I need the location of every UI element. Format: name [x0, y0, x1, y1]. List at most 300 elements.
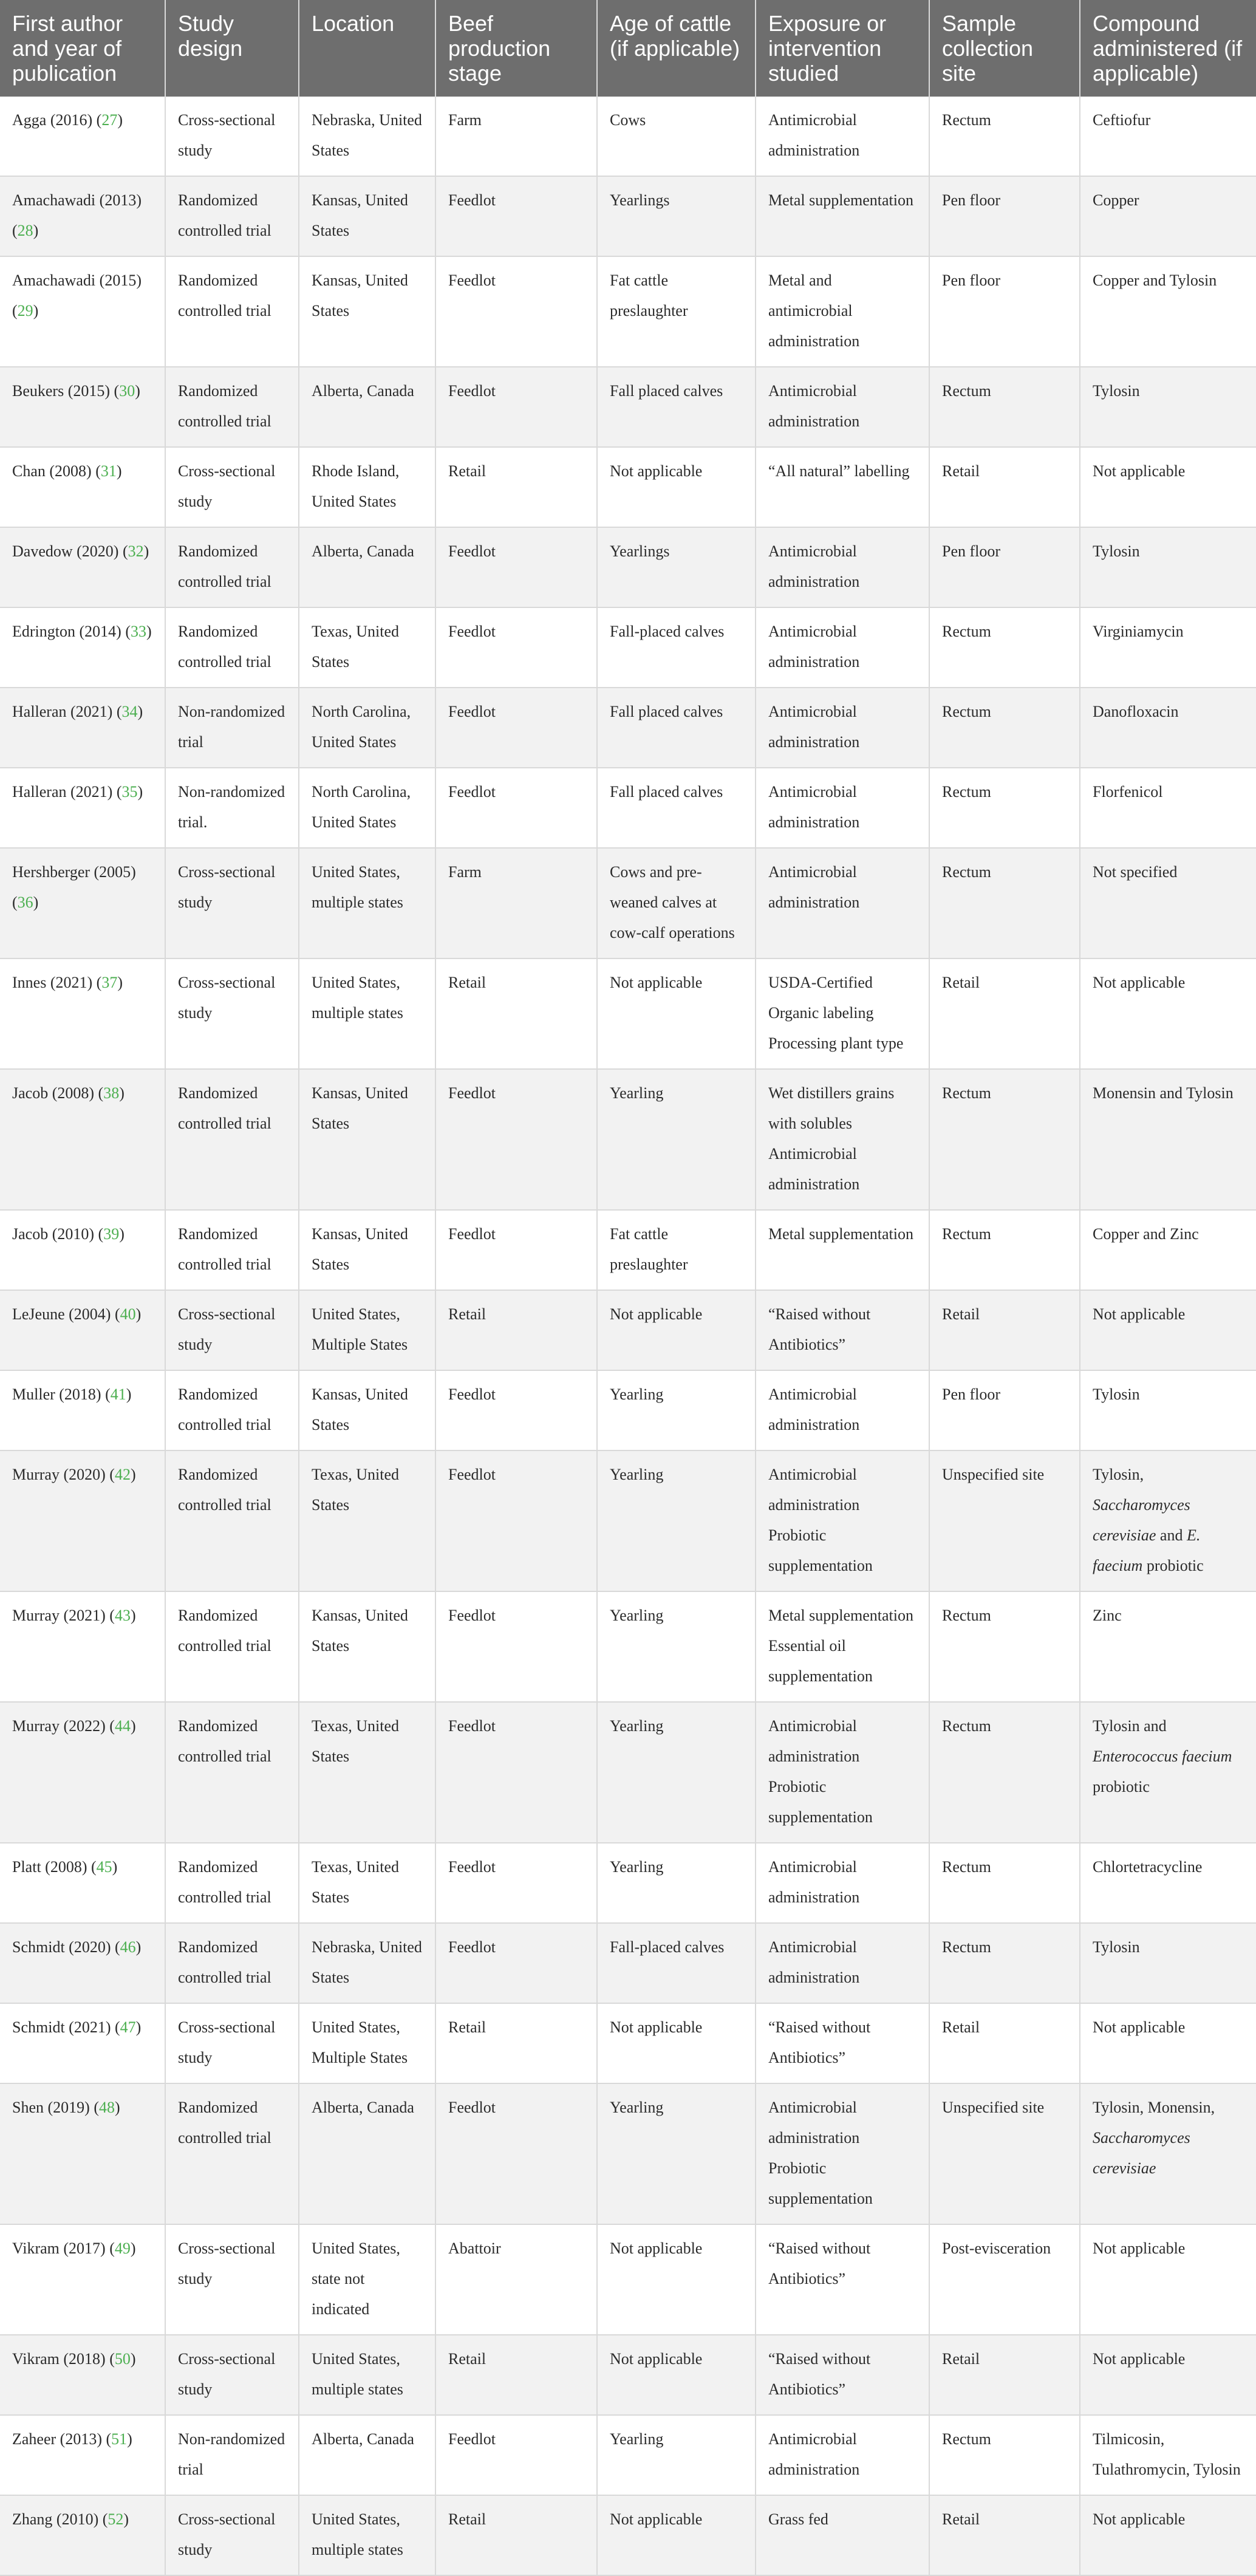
exposure-text: Antimicrobial administration — [768, 1938, 860, 1986]
table-row — [0, 2003, 1256, 2083]
author-cell: Hershberger (2005) (36) — [0, 848, 165, 958]
header-author: First author and year of publication — [0, 0, 165, 97]
author-cell: Murray (2022) (44) — [0, 1702, 165, 1843]
author-cell: Halleran (2021) (34) — [0, 688, 165, 768]
reference-link[interactable]: 35 — [121, 783, 138, 801]
reference-link[interactable]: 33 — [130, 623, 146, 640]
author-cell: Davedow (2020) (32) — [0, 527, 165, 607]
author-name: Platt (2008) — [12, 1858, 87, 1876]
study-design-cell — [165, 1591, 299, 1702]
location-text: United States, multiple states — [312, 863, 403, 911]
author-name: Murray (2021) — [12, 1607, 106, 1624]
location-cell — [299, 2415, 435, 2495]
location-text: North Carolina, United States — [312, 783, 411, 831]
compound-cell — [1080, 1591, 1256, 1702]
production-stage-text: Feedlot — [448, 1084, 496, 1102]
exposure-cell — [756, 1370, 929, 1450]
cattle-age-text: Yearling — [610, 1084, 664, 1102]
study-design-text: Cross-sectional study — [178, 2018, 276, 2066]
header-age: Age of cattle (if applicable) — [597, 0, 756, 97]
cattle-age-cell — [597, 97, 756, 176]
reference-link[interactable]: 39 — [103, 1225, 120, 1243]
compound-cell — [1080, 607, 1256, 688]
author-name: Innes (2021) — [12, 974, 93, 991]
exposure-cell — [756, 848, 929, 958]
production-stage-text: Feedlot — [448, 1717, 496, 1735]
production-stage-cell — [435, 2083, 597, 2224]
reference-link[interactable]: 42 — [114, 1466, 131, 1483]
location-cell — [299, 768, 435, 848]
production-stage-text: Feedlot — [448, 783, 496, 801]
collection-site-text: Retail — [942, 1305, 980, 1323]
location-text: Alberta, Canada — [312, 2430, 414, 2448]
table-row — [0, 1210, 1256, 1290]
compound-cell — [1080, 97, 1256, 176]
table-row — [0, 527, 1256, 607]
exposure-text: Grass fed — [768, 2510, 828, 2528]
cattle-age-text: Fat cattle preslaughter — [610, 272, 688, 319]
compound-text: Copper and Zinc — [1093, 1225, 1199, 1243]
exposure-text: “Raised without Antibiotics” — [768, 1305, 871, 1353]
table-row — [0, 1591, 1256, 1702]
study-design-cell — [165, 1370, 299, 1450]
author-name: Vikram (2018) — [12, 2350, 106, 2368]
cattle-age-cell — [597, 1069, 756, 1210]
collection-site-text: Rectum — [942, 1084, 991, 1102]
location-cell — [299, 97, 435, 176]
author-cell: Innes (2021) (37) — [0, 958, 165, 1069]
header-site: Sample collection site — [929, 0, 1080, 97]
collection-site-text: Rectum — [942, 1717, 991, 1735]
exposure-text: Antimicrobial administration — [768, 623, 860, 671]
collection-site-cell — [929, 958, 1080, 1069]
exposure-cell — [756, 367, 929, 447]
reference-link[interactable]: 28 — [17, 222, 33, 239]
compound-text: Florfenicol — [1093, 783, 1163, 801]
cattle-age-cell — [597, 688, 756, 768]
location-cell — [299, 1069, 435, 1210]
study-design-text: Cross-sectional study — [178, 111, 276, 159]
collection-site-text: Rectum — [942, 1938, 991, 1956]
compound-cell — [1080, 2495, 1256, 2575]
study-design-cell — [165, 848, 299, 958]
collection-site-cell — [929, 2335, 1080, 2415]
reference-link[interactable]: 48 — [99, 2099, 115, 2116]
production-stage-text: Retail — [448, 2510, 486, 2528]
author-cell: Amachawadi (2015) (29) — [0, 256, 165, 367]
table-row — [0, 768, 1256, 848]
author-cell: Muller (2018) (41) — [0, 1370, 165, 1450]
author-cell: Jacob (2008) (38) — [0, 1069, 165, 1210]
production-stage-cell — [435, 447, 597, 527]
collection-site-text: Rectum — [942, 1607, 991, 1624]
exposure-text: “All natural” labelling — [768, 462, 910, 480]
compound-cell — [1080, 2224, 1256, 2335]
study-design-cell — [165, 367, 299, 447]
study-design-cell — [165, 2415, 299, 2495]
cattle-age-text: Fall placed calves — [610, 382, 723, 400]
exposure-text: Processing plant type — [768, 1034, 904, 1052]
compound-text: Zinc — [1093, 1607, 1122, 1624]
compound-cell — [1080, 2003, 1256, 2083]
production-stage-text: Retail — [448, 462, 486, 480]
location-cell — [299, 1210, 435, 1290]
table-row — [0, 176, 1256, 256]
author-name: Hershberger (2005) — [12, 863, 136, 881]
compound-cell — [1080, 447, 1256, 527]
reference-link[interactable]: 27 — [101, 111, 118, 129]
cattle-age-text: Yearling — [610, 1717, 664, 1735]
author-name: Muller (2018) — [12, 1385, 101, 1403]
compound-cell — [1080, 2335, 1256, 2415]
collection-site-text: Pen floor — [942, 1385, 1001, 1403]
cattle-age-text: Yearling — [610, 1607, 664, 1624]
exposure-cell — [756, 1069, 929, 1210]
exposure-cell — [756, 2335, 929, 2415]
production-stage-cell — [435, 97, 597, 176]
author-cell: Edrington (2014) (33) — [0, 607, 165, 688]
compound-text: Tylosin — [1093, 1385, 1140, 1403]
reference-link[interactable]: 40 — [120, 1305, 136, 1323]
cattle-age-cell — [597, 447, 756, 527]
study-design-text: Non-randomized trial — [178, 703, 285, 751]
table-row — [0, 1290, 1256, 1370]
production-stage-text: Feedlot — [448, 1225, 496, 1243]
reference-link[interactable]: 49 — [114, 2239, 131, 2257]
author-cell: Jacob (2010) (39) — [0, 1210, 165, 1290]
reference-link[interactable]: 45 — [96, 1858, 112, 1876]
study-design-cell — [165, 1450, 299, 1591]
reference-link[interactable]: 36 — [17, 893, 33, 911]
cattle-age-cell — [597, 2003, 756, 2083]
exposure-cell — [756, 2495, 929, 2575]
reference-link[interactable]: 44 — [114, 1717, 131, 1735]
collection-site-text: Pen floor — [942, 272, 1001, 289]
production-stage-cell — [435, 176, 597, 256]
production-stage-text: Feedlot — [448, 1385, 496, 1403]
production-stage-cell — [435, 2224, 597, 2335]
collection-site-cell — [929, 447, 1080, 527]
reference-link[interactable]: 29 — [17, 302, 33, 319]
exposure-cell — [756, 1450, 929, 1591]
table-row — [0, 97, 1256, 176]
cattle-age-cell — [597, 1210, 756, 1290]
production-stage-cell — [435, 1210, 597, 1290]
exposure-text: Metal supplementation — [768, 1607, 914, 1624]
study-design-cell — [165, 176, 299, 256]
author-name: Halleran (2021) — [12, 703, 113, 720]
study-design-cell — [165, 688, 299, 768]
exposure-text: Antimicrobial administration — [768, 703, 860, 751]
cattle-age-text: Cows and pre-weaned calves at cow-calf operations — [610, 863, 735, 941]
exposure-cell — [756, 2224, 929, 2335]
production-stage-text: Feedlot — [448, 1466, 496, 1483]
study-design-text: Randomized controlled trial — [178, 1385, 271, 1433]
reference-link[interactable]: 47 — [120, 2018, 136, 2036]
collection-site-cell — [929, 848, 1080, 958]
collection-site-text: Rectum — [942, 1858, 991, 1876]
cattle-age-text: Yearling — [610, 1858, 664, 1876]
study-design-text: Cross-sectional study — [178, 863, 276, 911]
compound-cell — [1080, 367, 1256, 447]
table-row — [0, 2083, 1256, 2224]
location-text: Nebraska, United States — [312, 111, 422, 159]
production-stage-cell — [435, 1450, 597, 1591]
cattle-age-cell — [597, 256, 756, 367]
author-cell: Shen (2019) (48) — [0, 2083, 165, 2224]
exposure-cell — [756, 2415, 929, 2495]
cattle-age-text: Not applicable — [610, 462, 703, 480]
table-row — [0, 1923, 1256, 2003]
study-design-cell — [165, 2495, 299, 2575]
table-row — [0, 2415, 1256, 2495]
location-cell — [299, 527, 435, 607]
cattle-age-cell — [597, 1702, 756, 1843]
author-cell: Zhang (2010) (52) — [0, 2495, 165, 2575]
production-stage-cell — [435, 1370, 597, 1450]
table-row — [0, 367, 1256, 447]
cattle-age-cell — [597, 1290, 756, 1370]
exposure-text: “Raised without Antibiotics” — [768, 2239, 871, 2287]
compound-cell — [1080, 848, 1256, 958]
author-cell: Zaheer (2013) (51) — [0, 2415, 165, 2495]
header-compound: Compound administered (if applicable) — [1080, 0, 1256, 97]
collection-site-cell — [929, 768, 1080, 848]
study-design-text: Cross-sectional study — [178, 462, 276, 510]
study-design-text: Cross-sectional study — [178, 1305, 276, 1353]
collection-site-text: Unspecified site — [942, 1466, 1045, 1483]
compound-cell — [1080, 527, 1256, 607]
study-design-text: Randomized controlled trial — [178, 1084, 271, 1132]
location-cell — [299, 1450, 435, 1591]
author-cell: Agga (2016) (27) — [0, 97, 165, 176]
collection-site-text: Rectum — [942, 2430, 991, 2448]
compound-text: Copper — [1093, 191, 1139, 209]
reference-link[interactable]: 32 — [128, 542, 144, 560]
collection-site-cell — [929, 2415, 1080, 2495]
collection-site-cell — [929, 1290, 1080, 1370]
study-design-cell — [165, 958, 299, 1069]
location-cell — [299, 1290, 435, 1370]
exposure-text: Antimicrobial administration — [768, 1717, 860, 1765]
exposure-cell — [756, 1843, 929, 1923]
collection-site-text: Unspecified site — [942, 2099, 1045, 2116]
production-stage-text: Farm — [448, 111, 482, 129]
author-cell: Schmidt (2021) (47) — [0, 2003, 165, 2083]
production-stage-text: Farm — [448, 863, 482, 881]
author-name: Halleran (2021) — [12, 783, 113, 801]
compound-text: Tilmicosin, Tulathromycin, Tylosin — [1093, 2430, 1241, 2478]
location-cell — [299, 848, 435, 958]
table-row — [0, 447, 1256, 527]
study-design-cell — [165, 1923, 299, 2003]
study-design-text: Randomized controlled trial — [178, 1466, 271, 1514]
author-cell: Amachawadi (2013) (28) — [0, 176, 165, 256]
study-design-text: Randomized controlled trial — [178, 542, 271, 590]
collection-site-text: Rectum — [942, 703, 991, 720]
production-stage-cell — [435, 256, 597, 367]
production-stage-text: Feedlot — [448, 272, 496, 289]
cattle-age-text: Yearling — [610, 2430, 664, 2448]
cattle-age-text: Not applicable — [610, 1305, 703, 1323]
production-stage-cell — [435, 2495, 597, 2575]
compound-text: probiotic — [1142, 1557, 1204, 1574]
exposure-text: Antimicrobial administration — [768, 783, 860, 831]
study-design-text: Randomized controlled trial — [178, 1225, 271, 1273]
compound-cell — [1080, 958, 1256, 1069]
collection-site-text: Retail — [942, 2350, 980, 2368]
exposure-text: Antimicrobial administration — [768, 2430, 860, 2478]
location-cell — [299, 176, 435, 256]
exposure-text: Antimicrobial administration — [768, 2099, 860, 2147]
exposure-text: Probiotic supplementation — [768, 2159, 873, 2207]
cattle-age-text: Not applicable — [610, 2239, 703, 2257]
exposure-cell — [756, 256, 929, 367]
compound-cell — [1080, 1843, 1256, 1923]
production-stage-cell — [435, 367, 597, 447]
table-row — [0, 2495, 1256, 2575]
reference-link[interactable]: 43 — [114, 1607, 131, 1624]
exposure-cell — [756, 1290, 929, 1370]
compound-cell — [1080, 1450, 1256, 1591]
exposure-cell — [756, 768, 929, 848]
exposure-text: “Raised without Antibiotics” — [768, 2018, 871, 2066]
production-stage-cell — [435, 1843, 597, 1923]
production-stage-text: Retail — [448, 974, 486, 991]
cattle-age-text: Not applicable — [610, 974, 703, 991]
study-design-cell — [165, 1702, 299, 1843]
location-cell — [299, 2003, 435, 2083]
production-stage-cell — [435, 848, 597, 958]
compound-cell — [1080, 1069, 1256, 1210]
table-row — [0, 688, 1256, 768]
compound-text: Chlortetracycline — [1093, 1858, 1203, 1876]
table-row — [0, 2335, 1256, 2415]
collection-site-text: Rectum — [942, 382, 991, 400]
production-stage-cell — [435, 1702, 597, 1843]
compound-text: Saccharomyces cerevisiae — [1093, 2129, 1190, 2177]
production-stage-cell — [435, 768, 597, 848]
study-design-cell — [165, 1069, 299, 1210]
author-name: Murray (2020) — [12, 1466, 106, 1483]
reference-link[interactable]: 50 — [114, 2350, 131, 2368]
study-design-text: Cross-sectional study — [178, 2510, 276, 2558]
location-text: Kansas, United States — [312, 191, 408, 239]
header-stage: Beef production stage — [435, 0, 597, 97]
cattle-age-text: Yearlings — [610, 542, 670, 560]
reference-link[interactable]: 31 — [100, 462, 117, 480]
production-stage-text: Retail — [448, 2350, 486, 2368]
cattle-age-cell — [597, 2495, 756, 2575]
collection-site-cell — [929, 1702, 1080, 1843]
location-cell — [299, 256, 435, 367]
cattle-age-cell — [597, 1370, 756, 1450]
exposure-cell — [756, 97, 929, 176]
production-stage-text: Feedlot — [448, 1607, 496, 1624]
cattle-age-text: Yearlings — [610, 191, 670, 209]
table-row — [0, 256, 1256, 367]
production-stage-text: Feedlot — [448, 1938, 496, 1956]
exposure-text: Antimicrobial administration — [768, 863, 860, 911]
cattle-age-text: Fall-placed calves — [610, 623, 725, 640]
collection-site-text: Retail — [942, 974, 980, 991]
compound-text: Tylosin — [1093, 1938, 1140, 1956]
compound-cell — [1080, 256, 1256, 367]
author-name: Agga (2016) — [12, 111, 93, 129]
production-stage-cell — [435, 2415, 597, 2495]
exposure-text: Antimicrobial administration — [768, 111, 860, 159]
author-name: Jacob (2010) — [12, 1225, 95, 1243]
header-location: Location — [299, 0, 435, 97]
compound-text: Tylosin, Monensin, — [1093, 2099, 1215, 2116]
study-design-cell — [165, 256, 299, 367]
location-text: Rhode Island, United States — [312, 462, 400, 510]
production-stage-text: Retail — [448, 2018, 486, 2036]
location-text: Texas, United States — [312, 1717, 400, 1765]
reference-link[interactable]: 34 — [121, 703, 138, 720]
exposure-text: Wet distillers grains with solubles — [768, 1084, 895, 1132]
cattle-age-text: Cows — [610, 111, 646, 129]
compound-text: Ceftiofur — [1093, 111, 1151, 129]
reference-link[interactable]: 51 — [111, 2430, 128, 2448]
table-row — [0, 607, 1256, 688]
location-text: Texas, United States — [312, 623, 400, 671]
exposure-cell — [756, 1210, 929, 1290]
cattle-age-cell — [597, 848, 756, 958]
production-stage-cell — [435, 1591, 597, 1702]
compound-text: Tylosin, — [1093, 1466, 1144, 1483]
study-design-text: Randomized controlled trial — [178, 1858, 271, 1906]
study-design-text: Randomized controlled trial — [178, 382, 271, 430]
location-cell — [299, 2083, 435, 2224]
location-text: United States, multiple states — [312, 2350, 403, 2398]
cattle-age-cell — [597, 1843, 756, 1923]
reference-link[interactable]: 46 — [120, 1938, 136, 1956]
compound-text: Danofloxacin — [1093, 703, 1179, 720]
reference-link[interactable]: 38 — [103, 1084, 120, 1102]
reference-link[interactable]: 41 — [110, 1385, 126, 1403]
study-design-text: Non-randomized trial. — [178, 783, 285, 831]
compound-text: Not applicable — [1093, 462, 1186, 480]
reference-link[interactable]: 52 — [108, 2510, 124, 2528]
exposure-text: Antimicrobial administration — [768, 542, 860, 590]
compound-text: Saccharomyces cerevisiae — [1093, 1496, 1190, 1544]
collection-site-text: Retail — [942, 2510, 980, 2528]
compound-cell — [1080, 1923, 1256, 2003]
compound-text: Tylosin and — [1093, 1717, 1167, 1735]
study-design-text: Randomized controlled trial — [178, 1607, 271, 1655]
cattle-age-text: Not applicable — [610, 2510, 703, 2528]
compound-cell — [1080, 688, 1256, 768]
cattle-age-text: Not applicable — [610, 2018, 703, 2036]
cattle-age-cell — [597, 1450, 756, 1591]
table-row — [0, 1370, 1256, 1450]
reference-link[interactable]: 37 — [101, 974, 118, 991]
cattle-age-cell — [597, 1923, 756, 2003]
compound-text: and — [1156, 1526, 1187, 1544]
compound-text: Monensin and Tylosin — [1093, 1084, 1234, 1102]
table-body — [0, 97, 1256, 2575]
study-design-text: Cross-sectional study — [178, 974, 276, 1022]
location-text: Nebraska, United States — [312, 1938, 422, 1986]
compound-text: probiotic — [1093, 1778, 1150, 1795]
author-cell: Chan (2008) (31) — [0, 447, 165, 527]
reference-link[interactable]: 30 — [119, 382, 135, 400]
author-name: Zaheer (2013) — [12, 2430, 102, 2448]
compound-cell — [1080, 176, 1256, 256]
location-cell — [299, 1923, 435, 2003]
location-cell — [299, 1843, 435, 1923]
